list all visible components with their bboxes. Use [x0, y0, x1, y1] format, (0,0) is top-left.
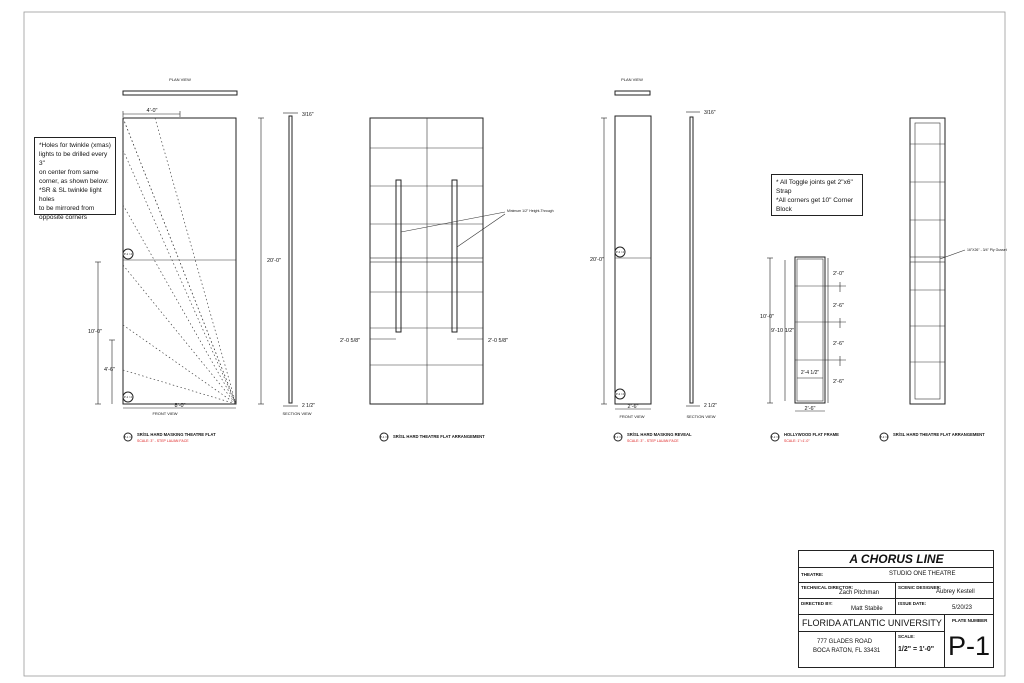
section-view-2: [690, 117, 693, 403]
caption-5-title: SR/SL HARD THEATRE FLAT ARRANGEMENT: [893, 432, 985, 437]
dim-3-16-a: 3/16": [302, 112, 314, 118]
theatre-label: THEATRE:: [801, 572, 824, 577]
section-view-label-2: SECTION VIEW: [686, 414, 716, 419]
toggle-note-line: Strap: [776, 188, 792, 195]
callout-slot: Minimum 1/2" Height-Through: [507, 209, 554, 213]
toggle-note-line: * All Toggle joints get 2"x6": [776, 179, 853, 186]
date-value: 5/20/23: [952, 605, 973, 611]
detail-marker-4-text: P-2 / 2: [615, 392, 625, 396]
callout-gusset: 16"X26" - 3/4" Ply Gusset: [967, 248, 1007, 252]
flat-arrangement-drawing: [340, 118, 554, 404]
dim-9-10-1-2: 9'-10 1/2": [771, 328, 795, 334]
twinkle-note-line: opposite corners: [39, 214, 88, 221]
twinkle-note-line: to be mirrored from: [39, 205, 95, 212]
sd-cell: [896, 583, 994, 599]
plan-view-1: [123, 91, 237, 95]
dim-2-6-b: 2'-6": [804, 406, 816, 412]
twinkle-note-line: corner, as shown below:: [39, 178, 109, 185]
caption-2-id: P-1 / 3: [380, 436, 388, 439]
dim-2-1-2-b: 2 1/2": [704, 403, 717, 409]
td-value: Zach Pitchman: [839, 590, 880, 596]
plan-view-label-1: PLAN VIEW: [169, 77, 191, 82]
section-view-label-1: SECTION VIEW: [282, 411, 312, 416]
slot-left: [396, 180, 401, 332]
dim-2-0-5-8-right: 2'-0 5/8": [488, 338, 509, 344]
dim-20-0-a: 20'-0": [267, 258, 282, 264]
address-line-1: 777 GLADES ROAD: [817, 639, 873, 645]
scale-value: 1/2" = 1'-0": [898, 646, 935, 653]
scale-label: SCALE:: [898, 634, 915, 639]
caption-4-sub: SCALE: 1"=1'-0": [784, 439, 810, 443]
twinkle-note: [34, 137, 116, 221]
show-title-cell: [799, 551, 994, 568]
dim-8-0: 8'-0": [174, 403, 186, 409]
hollywood-frame-drawing: [760, 257, 846, 412]
plan-view-2: [615, 91, 650, 95]
front-view-label-1: FRONT VIEW: [152, 411, 178, 416]
dim-20-0-b: 20'-0": [590, 257, 605, 263]
twinkle-note-line: lights to be drilled every 3": [39, 151, 108, 167]
side-arrangement-drawing: [910, 118, 1007, 404]
caption-4-id: P-2 / 3: [771, 436, 779, 439]
caption-1-sub: SCALE: 3" - STEP LAUAN FACE: [137, 439, 189, 443]
dir-value: Matt Stabile: [851, 606, 883, 612]
detail-marker-3-text: P-2 / 2: [615, 250, 625, 254]
dim-seg-2-0: 2'-0": [833, 271, 844, 277]
dim-3-16-b: 3/16": [704, 110, 716, 116]
toggle-note-line: Block: [776, 206, 792, 213]
caption-3-title: SR/SL HARD MASKING REVEAL: [627, 432, 692, 437]
detail-marker-2-text: P-1 / 2: [123, 395, 133, 399]
dir-cell: [799, 599, 896, 615]
dim-2-4-1-2: 2'-4 1/2": [800, 370, 820, 376]
dim-seg-2-6-a: 2'-6": [833, 303, 844, 309]
plate-label-cell: [945, 615, 994, 632]
twinkle-note-line: on center from same: [39, 169, 99, 176]
caption-2-title: SR/SL HARD THEATRE FLAT ARRANGEMENT: [393, 434, 485, 439]
twinkle-note-line: *SR & SL twinkle light holes: [39, 187, 102, 203]
address-line-2: BOCA RATON, FL 33431: [813, 648, 881, 654]
theatre-cell: [799, 568, 994, 583]
slot-right: [452, 180, 457, 332]
theatre-value: STUDIO ONE THEATRE: [889, 571, 956, 577]
dim-seg-2-6-c: 2'-6": [833, 379, 844, 385]
dim-2-0-5-8-left: 2'-0 5/8": [340, 338, 361, 344]
front-view-2: [615, 116, 651, 404]
masking-flat-drawing: [88, 77, 315, 416]
caption-3-id: P-2 / 1: [614, 436, 622, 439]
toggle-note: [771, 174, 863, 216]
plate-label: PLATE NUMBER: [952, 618, 988, 623]
sd-value: Aubrey Kestell: [936, 589, 975, 595]
university-cell: [799, 615, 945, 632]
dim-2-1-2-a: 2 1/2": [302, 403, 315, 409]
date-label: ISSUE DATE:: [898, 601, 927, 606]
caption-1-id: P-1 / 1: [124, 436, 132, 439]
show-title: A CHORUS LINE: [849, 552, 944, 566]
plate-number: P-1: [948, 631, 991, 661]
sd-label: SCENIC DESIGNER:: [898, 585, 942, 590]
dim-4-0: 4'-0": [146, 108, 158, 114]
scale-cell: [896, 632, 945, 668]
toggle-note-line: *All corners get 10" Corner: [776, 197, 854, 204]
caption-4-title: HOLLYWOOD FLAT FRAME: [784, 432, 839, 437]
td-label: TECHNICAL DIRECTOR:: [801, 585, 854, 590]
date-cell: [896, 599, 994, 615]
td-cell: [799, 583, 896, 599]
section-view-1: [289, 116, 292, 403]
caption-5-id: P-2 / 4: [880, 436, 888, 439]
university-name: FLORIDA ATLANTIC UNIVERSITY: [802, 618, 942, 628]
dim-10-0-b: 10'-0": [760, 314, 775, 320]
dim-seg-2-6-b: 2'-6": [833, 341, 844, 347]
caption-1-title: SR/SL HARD MASKING THEATRE FLAT: [137, 432, 216, 437]
plan-view-label-2: PLAN VIEW: [621, 77, 643, 82]
captions: [124, 432, 985, 443]
twinkle-note-line: *Holes for twinkle (xmas): [39, 142, 111, 149]
detail-marker-1-text: P-1 / 2: [123, 252, 133, 256]
caption-3-sub: SCALE: 3" - STEP LAUAN FACE: [627, 439, 679, 443]
dim-10-0-a: 10'-0": [88, 329, 103, 335]
dim-2-6-a: 2'-6": [627, 404, 639, 410]
dim-4-6: 4'-6": [104, 367, 115, 373]
address-cell: [799, 632, 896, 668]
front-view-label-2: FRONT VIEW: [619, 414, 645, 419]
dir-label: DIRECTED BY:: [801, 601, 833, 606]
title-block: [798, 550, 994, 668]
masking-reveal-drawing: [590, 77, 717, 419]
